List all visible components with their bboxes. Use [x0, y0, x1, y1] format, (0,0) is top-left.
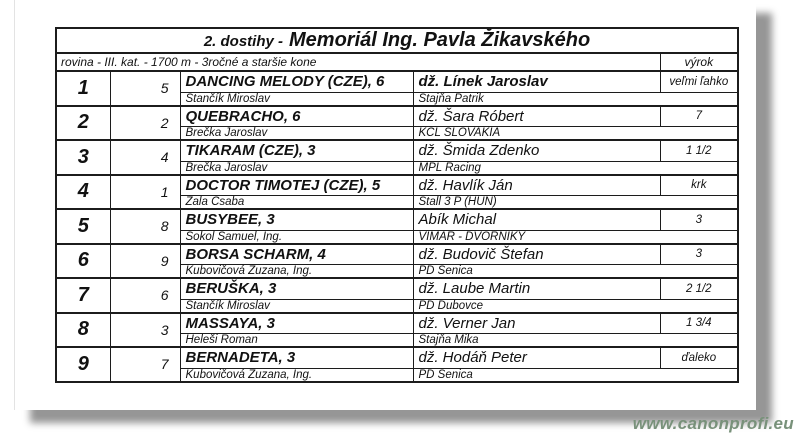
jockey-name: dž. Hodáň Peter	[413, 347, 660, 368]
stable-name: MPL Racing	[413, 161, 738, 175]
horse-name: MASSAYA, 3	[180, 313, 413, 334]
trainer-name: Heleši Roman	[180, 334, 413, 348]
result-row-line1	[56, 106, 738, 127]
website-link[interactable]: www.canonprofi.eu	[632, 414, 794, 433]
finish-position: 7	[56, 278, 110, 313]
document-page	[14, 0, 756, 410]
trainer-name: Stančík Miroslav	[180, 299, 413, 313]
verdict-value: 2 1/2	[660, 278, 738, 299]
horse-name: QUEBRACHO, 6	[180, 106, 413, 127]
result-row-line1	[56, 140, 738, 161]
verdict-value: 1 1/2	[660, 140, 738, 161]
draw-number: 2	[110, 106, 180, 141]
race-conditions-row	[56, 53, 738, 71]
stable-name: PD Senica	[413, 368, 738, 382]
stable-name: KCL SLOVAKIA	[413, 127, 738, 141]
stable-name: PD Senica	[413, 265, 738, 279]
jockey-name: dž. Šara Róbert	[413, 106, 660, 127]
verdict-value: krk	[660, 175, 738, 196]
horse-name: BERUŠKA, 3	[180, 278, 413, 299]
results-body	[56, 71, 738, 382]
horse-name: DOCTOR TIMOTEJ (CZE), 5	[180, 175, 413, 196]
race-number-label: 2. dostihy -	[203, 33, 283, 50]
stable-name: Stajňa Patrik	[413, 92, 738, 106]
draw-number: 9	[110, 244, 180, 279]
verdict-value: ďaleko	[660, 347, 738, 368]
stable-name: VIMAR - DVORNÍKY	[413, 230, 738, 244]
finish-position: 8	[56, 313, 110, 348]
horse-name: BUSYBEE, 3	[180, 209, 413, 230]
verdict-value: 3	[660, 209, 738, 230]
race-title	[56, 28, 738, 53]
jockey-name: dž. Laube Martin	[413, 278, 660, 299]
race-results-table	[55, 27, 739, 383]
trainer-name: Brečka Jaroslav	[180, 161, 413, 175]
result-row-line1	[56, 71, 738, 92]
jockey-name: dž. Havlík Ján	[413, 175, 660, 196]
race-name-label: Memoriál Ing. Pavla Žikavského	[289, 29, 591, 51]
trainer-name: Kubovičová Zuzana, Ing.	[180, 265, 413, 279]
draw-number: 3	[110, 313, 180, 348]
jockey-name: dž. Budovič Štefan	[413, 244, 660, 265]
horse-name: DANCING MELODY (CZE), 6	[180, 71, 413, 92]
finish-position: 3	[56, 140, 110, 175]
trainer-name: Kubovičová Zuzana, Ing.	[180, 368, 413, 382]
draw-number: 5	[110, 71, 180, 106]
trainer-name: Stančík Miroslav	[180, 92, 413, 106]
draw-number: 6	[110, 278, 180, 313]
draw-number: 1	[110, 175, 180, 210]
horse-name: BERNADETA, 3	[180, 347, 413, 368]
horse-name: BORSA SCHARM, 4	[180, 244, 413, 265]
stable-name: Stall 3 P (HUN)	[413, 196, 738, 210]
draw-number: 4	[110, 140, 180, 175]
horse-name: TIKARAM (CZE), 3	[180, 140, 413, 161]
finish-position: 4	[56, 175, 110, 210]
finish-position: 9	[56, 347, 110, 382]
result-row-line1	[56, 175, 738, 196]
trainer-name: Zala Csaba	[180, 196, 413, 210]
race-conditions: rovina - III. kat. - 1700 m - 3ročné a staršie kone	[56, 53, 660, 71]
jockey-name: dž. Verner Jan	[413, 313, 660, 334]
verdict-value: veľmi ľahko	[660, 71, 738, 92]
result-row-line1	[56, 278, 738, 299]
jockey-name: Abík Michal	[413, 209, 660, 230]
stable-name: Stajňa Mika	[413, 334, 738, 348]
result-row-line1	[56, 209, 738, 230]
result-row-line1	[56, 313, 738, 334]
verdict-value: 7	[660, 106, 738, 127]
draw-number: 8	[110, 209, 180, 244]
draw-number: 7	[110, 347, 180, 382]
finish-position: 6	[56, 244, 110, 279]
result-row-line1	[56, 244, 738, 265]
result-row-line1	[56, 347, 738, 368]
verdict-value: 3	[660, 244, 738, 265]
jockey-name: dž. Šmida Zdenko	[413, 140, 660, 161]
jockey-name: dž. Línek Jaroslav	[413, 71, 660, 92]
stable-name: PD Dubovce	[413, 299, 738, 313]
verdict-value: 1 3/4	[660, 313, 738, 334]
finish-position: 2	[56, 106, 110, 141]
race-title-row	[56, 28, 738, 53]
verdict-column-header: výrok	[660, 53, 738, 71]
finish-position: 1	[56, 71, 110, 106]
trainer-name: Brečka Jaroslav	[180, 127, 413, 141]
finish-position: 5	[56, 209, 110, 244]
trainer-name: Sokol Samuel, Ing.	[180, 230, 413, 244]
